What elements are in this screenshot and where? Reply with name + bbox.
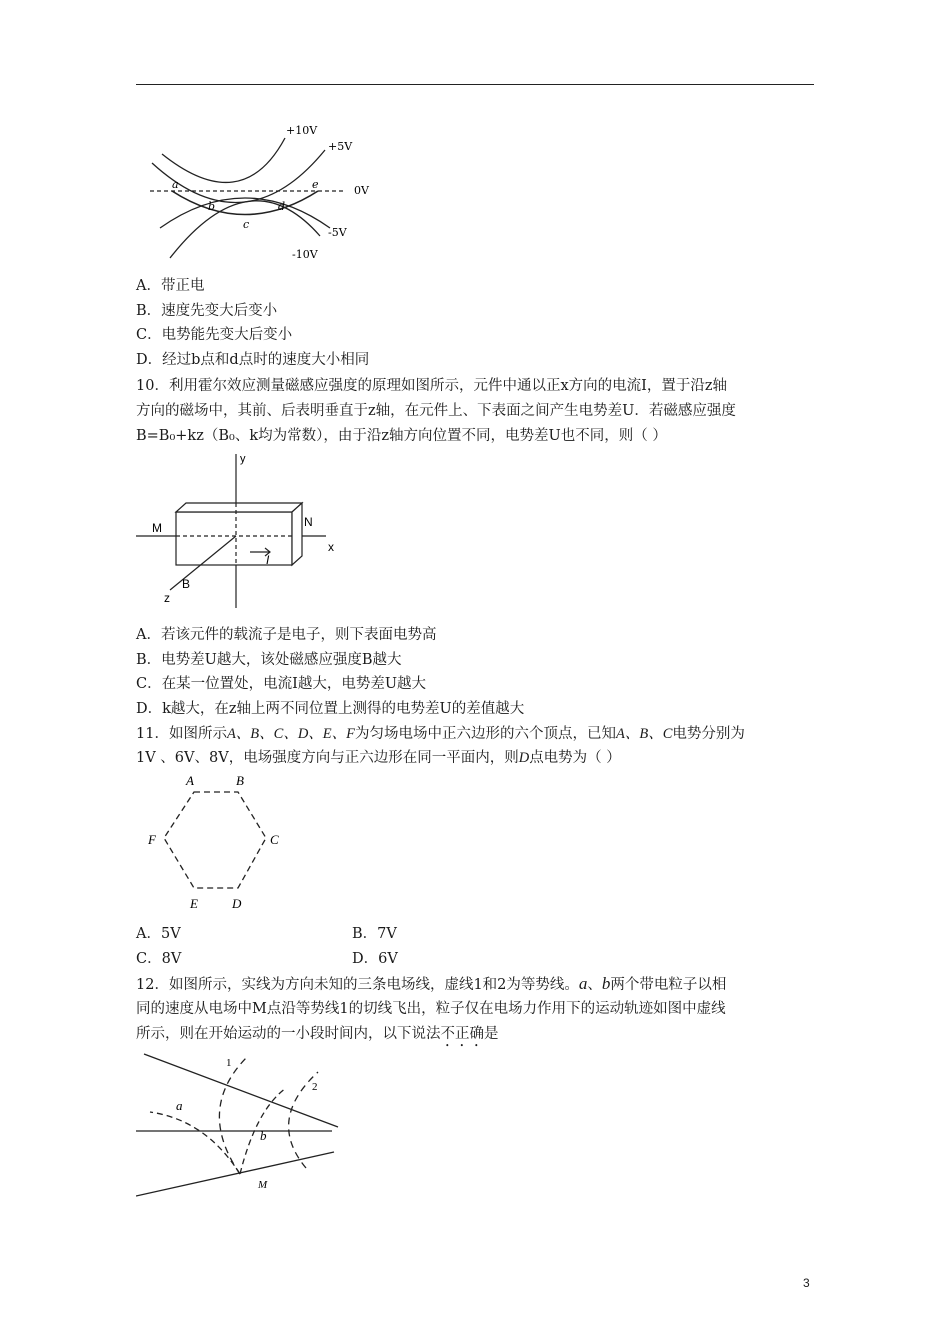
vertex-a: A	[186, 773, 194, 788]
label-b: b	[208, 200, 216, 213]
q9-option-c: C．电势能先变大后变小	[136, 327, 293, 343]
q10-stem-line3: B=B₀+kz（B₀、k均为常数），由于沿z轴方向位置不同，电势差U也不同，则（ ）	[136, 428, 667, 444]
label-a: a	[176, 1098, 183, 1113]
field-line-bottom	[136, 1152, 334, 1196]
block-top	[176, 503, 302, 512]
label-plus5: +5V	[328, 140, 353, 153]
label-x: x	[328, 540, 334, 554]
q10-option-a: A．若该元件的载流子是电子，则下表面电势高	[136, 627, 437, 643]
q12-field-lines-figure	[136, 1050, 346, 1200]
curve-plus10	[162, 138, 285, 182]
label-b: B	[182, 577, 191, 591]
label-a: a	[172, 178, 179, 191]
label-m: M	[258, 1179, 268, 1191]
label-i: I	[266, 553, 270, 567]
label-m: M	[152, 521, 162, 535]
label-z: z	[164, 591, 170, 605]
q10-stem-line2: 方向的磁场中，其前、后表明垂直于z轴，在元件上、下表面之间产生电势差U．若磁感应强度	[136, 403, 736, 419]
q11-option-d: D．6V	[352, 951, 398, 967]
label-e: e	[312, 178, 319, 191]
q10-option-c: C．在某一位置处，电流I越大，电势差U越大	[136, 676, 427, 692]
hexagon	[164, 792, 266, 888]
label-2: 2	[312, 1081, 318, 1093]
q11-hexagon-figure	[146, 772, 296, 914]
vertex-e: E	[190, 896, 198, 911]
q10-stem-line1: 10．利用霍尔效应测量磁感应强度的原理如图所示，元件中通以正x方向的电流I，置于沿z轴	[136, 378, 727, 394]
header-rule	[136, 84, 814, 85]
q12-stem-line1: 12．如图所示，实线为方向未知的三条电场线，虚线1和2为等势线。a、b两个带电粒子以相	[136, 974, 727, 993]
q10-option-d: D．k越大，在z轴上两不同位置上测得的电势差U的差值越大	[136, 701, 525, 717]
page-number: 3	[803, 1276, 810, 1290]
label-n: N	[304, 515, 313, 529]
label-0v: 0V	[354, 184, 369, 197]
label-d: d	[278, 200, 286, 213]
q11-option-a: A．5V	[136, 926, 181, 942]
q11-stem-line1: 11．如图所示A、B、C、D、E、F为匀场电场中正六边形的六个顶点，已知A、B、C电势分别为	[136, 726, 745, 742]
vertex-c: C	[270, 832, 279, 847]
equipotential-1	[219, 1058, 246, 1174]
q9-option-a: A．带正电	[136, 278, 205, 294]
q9-option-b: B．速度先变大后变小	[136, 303, 278, 319]
label-b: b	[260, 1128, 267, 1143]
label-minus5: -5V	[328, 226, 347, 239]
q11-stem-line2: 1V 、6V、8V，电场强度方向与正六边形在同一平面内，则D点电势为（ ）	[136, 750, 621, 766]
q12-stem-line3: 所示，则在开始运动的一小段时间内，以下说法不正确是	[136, 1026, 499, 1042]
block-front	[176, 512, 292, 565]
q9-option-d: D．经过b点和d点时的速度大小相同	[136, 352, 370, 368]
vertex-f: F	[148, 832, 156, 847]
vertex-d: D	[232, 896, 242, 911]
label-1: 1	[226, 1057, 232, 1069]
q10-option-b: B．电势差U越大，该处磁感应强度B越大	[136, 652, 402, 668]
q11-option-c: C．8V	[136, 951, 182, 967]
field-line-top	[144, 1054, 338, 1127]
q10-hall-effect-figure	[136, 450, 366, 612]
q9-equipotential-figure	[150, 118, 390, 268]
label-plus10: +10V	[286, 124, 318, 137]
label-minus10: -10V	[292, 248, 318, 261]
label-y: y	[240, 453, 246, 465]
trajectory	[172, 191, 318, 215]
block-side	[292, 503, 302, 565]
label-c: c	[243, 218, 250, 231]
q11-option-b: B．7V	[352, 926, 397, 942]
vertex-b: B	[236, 773, 244, 788]
q12-stem-line2: 同的速度从电场中M点沿等势线1的切线飞出，粒子仅在电场力作用下的运动轨迹如图中虚线	[136, 1001, 726, 1017]
trajectory-a	[150, 1112, 240, 1174]
